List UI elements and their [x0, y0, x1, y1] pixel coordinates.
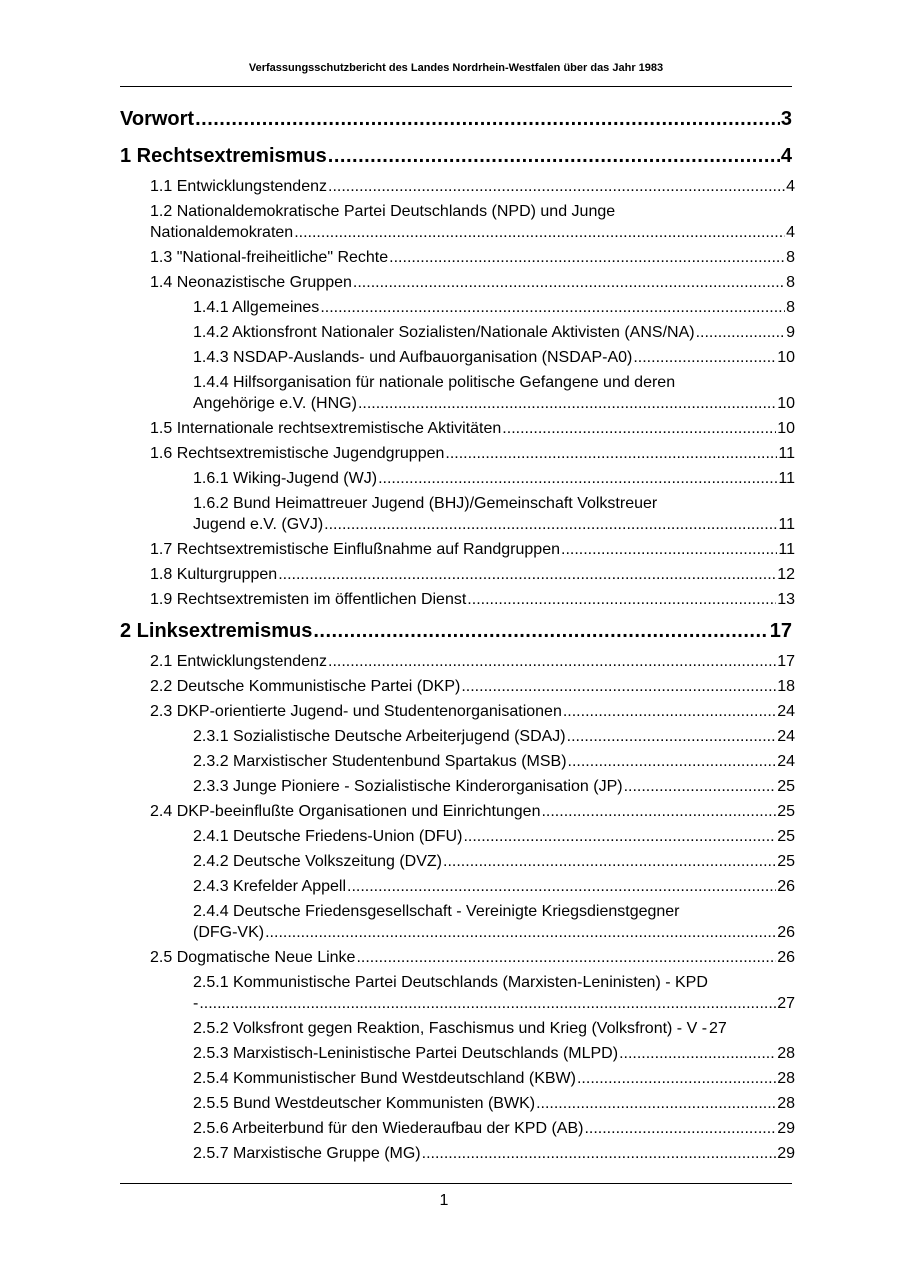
toc-dot-leader	[328, 178, 785, 196]
toc-dot-leader	[561, 541, 777, 559]
toc-page-number: 28	[777, 1095, 795, 1112]
toc-chapter[interactable]	[120, 620, 792, 643]
toc-page-number: 17	[777, 653, 795, 670]
toc-dot-leader	[294, 224, 785, 242]
toc-entry-title: 2.5.7 Marxistische Gruppe (MG)	[193, 1145, 421, 1162]
toc-entry-title: (DFG-VK)	[193, 924, 265, 941]
toc-subsection[interactable]	[193, 349, 795, 367]
toc-dot-leader	[422, 1145, 777, 1163]
toc-dot-leader	[463, 828, 776, 846]
toc-dot-leader	[328, 145, 780, 168]
toc-subsection[interactable]	[193, 1120, 795, 1138]
toc-entry-title: 1.6 Rechtsextremistische Jugendgruppen	[150, 445, 445, 462]
toc-subsection[interactable]	[193, 878, 795, 896]
toc-dot-leader	[461, 678, 776, 696]
toc-entry-title: 2.5 Dogmatische Neue Linke	[150, 949, 356, 966]
toc-entry-title: 2.1 Entwicklungstendenz	[150, 653, 327, 670]
toc-entry-title: Nationaldemokraten	[150, 224, 294, 241]
toc-dot-leader	[619, 1045, 776, 1063]
toc-entry-title: 1.7 Rechtsextremistische Einflußnahme auf Randgruppen	[150, 541, 560, 558]
toc-page-number: 4	[786, 224, 795, 241]
toc-subsection[interactable]	[193, 828, 795, 846]
toc-subsection[interactable]	[193, 995, 795, 1013]
toc-dot-leader	[356, 949, 776, 967]
toc-entry-title: 2.4.2 Deutsche Volkszeitung (DVZ)	[193, 853, 443, 870]
toc-entry-title: 1.5 Internationale rechtsextremistische Aktivitäten	[150, 420, 502, 437]
toc-entry-title: 2.5.6 Arbeiterbund für den Wiederaufbau der KPD (AB)	[193, 1120, 584, 1137]
toc-section[interactable]	[150, 224, 795, 242]
toc-dot-leader	[696, 324, 786, 342]
toc-page-number: 25	[777, 778, 795, 795]
toc-dot-leader	[467, 591, 776, 609]
toc-page-number: 28	[777, 1070, 795, 1087]
toc-dot-leader	[633, 349, 776, 367]
toc-entry-title: 2.3.1 Sozialistische Deutsche Arbeiterjugend (SDAJ)	[193, 728, 566, 745]
toc-section[interactable]	[150, 445, 795, 463]
toc-page-number: 24	[777, 728, 795, 745]
toc-entry-title: 1.9 Rechtsextremisten im öffentlichen Dienst	[150, 591, 467, 608]
toc-page-number: 3	[780, 108, 792, 130]
toc-dot-leader	[313, 620, 768, 643]
toc-page-number: 26	[777, 949, 795, 966]
toc-dot-leader	[567, 728, 777, 746]
toc-page-number: 26	[777, 878, 795, 895]
toc-subsection[interactable]	[193, 299, 795, 317]
toc-dot-leader	[358, 395, 776, 413]
toc-dot-leader	[568, 753, 777, 771]
toc-dot-leader	[347, 878, 776, 896]
toc-page-number: 11	[778, 470, 795, 487]
toc-entry-title: 2.3.2 Marxistischer Studentenbund Spartakus (MSB)	[193, 753, 567, 770]
toc-page-number: 25	[777, 803, 795, 820]
toc-section[interactable]	[150, 420, 795, 438]
toc-dot-leader	[389, 249, 785, 267]
toc-dot-leader	[536, 1095, 776, 1113]
toc-subsection[interactable]	[193, 395, 795, 413]
toc-dot-leader	[445, 445, 777, 463]
toc-page-number: 10	[777, 349, 795, 366]
toc-entry-title: 1.4.3 NSDAP-Auslands- und Aufbauorganisation (NSDAP-A0)	[193, 349, 633, 366]
toc-entry-line1: 1.4.4 Hilfsorganisation für nationale politische Gefangene und deren	[193, 374, 676, 391]
toc-entry-title: 2.5.3 Marxistisch-Leninistische Partei Deutschlands (MLPD)	[193, 1045, 619, 1062]
toc-entry-title: 2.5.5 Bund Westdeutscher Kommunisten (BWK)	[193, 1095, 536, 1112]
toc-page-number: 29	[777, 1120, 795, 1137]
footer-rule	[120, 1183, 792, 1184]
toc-page-number: 18	[777, 678, 795, 695]
toc-page-number: 9	[786, 324, 795, 341]
toc-subsection[interactable]	[193, 1095, 795, 1113]
toc-page-number: 11	[778, 516, 795, 533]
toc-section[interactable]	[150, 703, 795, 721]
toc-entry-title: 2.3.3 Junge Pioniere - Sozialistische Kinderorganisation (JP)	[193, 778, 623, 795]
toc-dot-leader	[502, 420, 776, 438]
toc-dot-leader	[378, 470, 777, 488]
toc-entry-title: -	[193, 995, 199, 1012]
toc-dot-leader	[584, 1120, 776, 1138]
toc-dot-leader	[353, 274, 785, 292]
toc-dot-leader	[320, 299, 785, 317]
toc-section[interactable]	[150, 566, 795, 584]
toc-entry-title: Vorwort	[120, 108, 195, 130]
toc-page-number: 8	[786, 299, 795, 316]
toc-subsection[interactable]	[193, 324, 795, 342]
toc-section[interactable]	[150, 249, 795, 267]
toc-entry-title: Jugend e.V. (GVJ)	[193, 516, 324, 533]
toc-subsection[interactable]	[193, 924, 795, 942]
toc-subsection[interactable]	[193, 728, 795, 746]
toc-section[interactable]	[150, 949, 795, 967]
toc-subsection[interactable]	[193, 1070, 795, 1088]
toc-subsection[interactable]	[193, 1145, 795, 1163]
toc-entry-line1: 1.6.2 Bund Heimattreuer Jugend (BHJ)/Gemeinschaft Volkstreuer	[193, 495, 658, 512]
toc-dot-leader	[563, 703, 776, 721]
toc-page-number: 26	[777, 924, 795, 941]
toc-entry-title: 2.4.1 Deutsche Friedens-Union (DFU)	[193, 828, 463, 845]
toc-page-number: 24	[777, 753, 795, 770]
toc-entry-title: 2 Linksextremismus	[120, 620, 313, 642]
toc-entry-title: 1 Rechtsextremismus	[120, 145, 327, 167]
toc-section[interactable]	[150, 274, 795, 292]
toc-entry-title: 2.5.2 Volksfront gegen Reaktion, Faschismus und Krieg (Volksfront) - V -	[193, 1020, 708, 1037]
toc-entry-title: 2.2 Deutsche Kommunistische Partei (DKP)	[150, 678, 461, 695]
toc-entry-title: 1.4.1 Allgemeines	[193, 299, 320, 316]
running-header: Verfassungsschutzbericht des Landes Nordrhein-Westfalen über das Jahr 1983	[248, 62, 664, 74]
toc-entry-title: 1.4 Neonazistische Gruppen	[150, 274, 352, 291]
toc-entry-title: 1.6.1 Wiking-Jugend (WJ)	[193, 470, 378, 487]
toc-subsection[interactable]	[193, 516, 795, 534]
toc-page-number: 27	[777, 995, 795, 1012]
toc-section[interactable]	[150, 178, 795, 196]
toc-page-number: 10	[777, 395, 795, 412]
toc-page-number: 8	[786, 249, 795, 266]
toc-page-number: 25	[777, 828, 795, 845]
toc-dot-leader	[443, 853, 776, 871]
toc-page-number: 12	[777, 566, 795, 583]
toc-section[interactable]	[150, 653, 795, 671]
toc-dot-leader	[195, 108, 780, 131]
toc-section[interactable]	[150, 591, 795, 609]
toc-dot-leader	[199, 995, 776, 1013]
toc-entry-title: 2.5.4 Kommunistischer Bund Westdeutschland (KBW)	[193, 1070, 576, 1087]
toc-page-number: 4	[780, 145, 792, 167]
toc-entry-title: 2.4.3 Krefelder Appell	[193, 878, 346, 895]
toc-dot-leader	[324, 516, 777, 534]
toc-dot-leader	[278, 566, 776, 584]
page-number: 1	[439, 1192, 449, 1209]
toc-entry-title: 1.1 Entwicklungstendenz	[150, 178, 327, 195]
toc-entry-title: 1.3 "National-freiheitliche" Rechte	[150, 249, 389, 266]
toc-page-number: 8	[786, 274, 795, 291]
toc-section[interactable]	[150, 541, 795, 559]
toc-section[interactable]	[150, 803, 795, 821]
toc-page-number: 24	[777, 703, 795, 720]
toc-entry-title: 2.3 DKP-orientierte Jugend- und Studentenorganisationen	[150, 703, 562, 720]
toc-page-number: 10	[777, 420, 795, 437]
toc-entry-title: Angehörige e.V. (HNG)	[193, 395, 357, 412]
toc-entry-line1: 2.4.4 Deutsche Friedensgesellschaft - Vereinigte Kriegsdienstgegner	[193, 903, 680, 920]
toc-page-number: 29	[777, 1145, 795, 1162]
toc-section[interactable]	[150, 678, 795, 696]
toc-dot-leader	[624, 778, 777, 796]
toc-dot-leader	[328, 653, 776, 671]
toc-dot-leader	[265, 924, 776, 942]
toc-subsection[interactable]	[193, 470, 795, 488]
toc-subsection[interactable]	[193, 778, 795, 796]
toc-page-number: 17	[769, 620, 792, 642]
toc-page-number: 11	[778, 445, 795, 462]
toc-chapter[interactable]	[120, 108, 792, 131]
toc-page-number: 11	[778, 541, 795, 558]
toc-subsection[interactable]	[193, 1020, 795, 1038]
toc-subsection[interactable]	[193, 1045, 795, 1063]
toc-page-number: 4	[786, 178, 795, 195]
toc-dot-leader	[577, 1070, 776, 1088]
toc-chapter[interactable]	[120, 145, 792, 168]
toc-entry-title: 1.8 Kulturgruppen	[150, 566, 278, 583]
toc-entry-line1: 1.2 Nationaldemokratische Partei Deutschlands (NPD) und Junge	[150, 203, 616, 220]
toc-entry-title: 2.4 DKP-beeinflußte Organisationen und Einrichtungen	[150, 803, 541, 820]
toc-dot-leader	[541, 803, 776, 821]
toc-page-number: 28	[777, 1045, 795, 1062]
toc-subsection[interactable]	[193, 853, 795, 871]
toc-page-number: 13	[777, 591, 795, 608]
toc-entry-title: 1.4.2 Aktionsfront Nationaler Sozialisten/Nationale Aktivisten (ANS/NA)	[193, 324, 695, 341]
toc-entry-line1: 2.5.1 Kommunistische Partei Deutschlands (Marxisten-Leninisten) - KPD	[193, 974, 708, 991]
toc-page-number: 27	[709, 1020, 727, 1037]
toc-subsection[interactable]	[193, 753, 795, 771]
toc-page-number: 25	[777, 853, 795, 870]
